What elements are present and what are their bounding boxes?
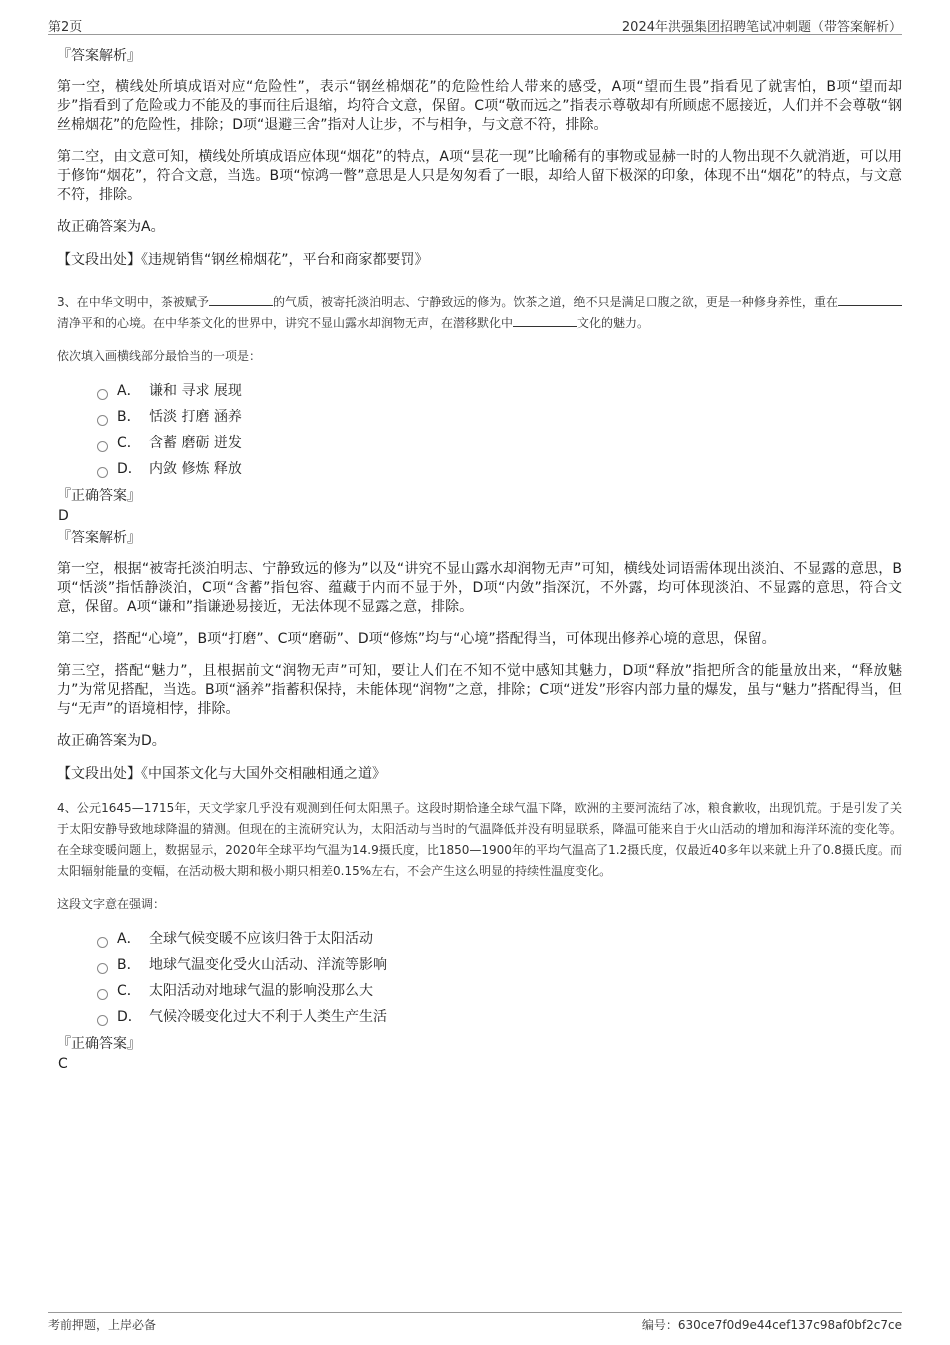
q3-prompt: 依次填入画横线部分最恰当的一项是：: [57, 349, 262, 363]
q4-options: [97, 926, 902, 1030]
page-header: [48, 14, 902, 35]
q4-question-text: 4、公元1645—1715年，天文学家几乎没有观测到任何太阳黑子。这段时期恰逢全球气温下降，欧洲的主要河流结了冰，粮食歉收，出现饥荒。于是引发了关于太阳安静导致地球降温的猜测。但现在的主流研究认为，太阳活动与当时的气温降低并没有明显联系，降温可能来自于火山活动的增加和海洋环流的变化等。在全球变暖问题上，数据显示，2020年全球平均气温为14.9摄氏度，比1850—1900年的平均气温高了1.2摄氏度，仅最近40多年以来就上升了0.8摄氏度。而太阳辐射能量的变幅，在活动极大期和极小期只相差0.15%左右，不会产生这么明显的持续性温度变化。: [57, 801, 902, 878]
page-footer: [48, 1312, 902, 1335]
radio-icon[interactable]: [97, 963, 108, 974]
q3-conclusion: 故正确答案为D。: [57, 733, 166, 749]
q4-option-d[interactable]: D． 气候冷暖变化过大不利于人类生产生活: [97, 1004, 902, 1030]
q3-option-d[interactable]: D． 内敛 修炼 释放: [97, 456, 902, 482]
q3-blank-2: [838, 293, 902, 306]
q4-option-c[interactable]: C． 太阳活动对地球气温的影响没那么大: [97, 978, 902, 1004]
q2-analysis-para-2: 第二空，由文意可知，横线处所填成语应体现“烟花”的特点，A项“昙花一现”比喻稀有的事物或显赫一时的人物出现不久就消逝，可以用于修饰“烟花”，符合文意，当选。B项“惊鸿一瞥”意思是人只是匆匆看了一眼，却给人留下极深的印象，体现不出“烟花”的特点，与文意不符，排除。: [57, 149, 902, 203]
q3-blank-3: [513, 314, 577, 327]
q3-analysis-para-1: 第一空，根据“被寄托淡泊明志、宁静致远的修为”以及“讲究不显山露水却润物无声”可知，横线处词语需体现出淡泊、不显露的意思，B项“恬淡”指恬静淡泊，C项“含蓄”指包容、蕴藏于内而不显于外，D项“内敛”指深沉，不外露，均可体现淡泊、不显露的意思，符合文意，保留。A项“谦和”指谦逊易接近，无法体现不显露之意，排除。: [57, 561, 902, 615]
radio-icon[interactable]: [97, 989, 108, 1000]
q3-analysis-para-3: 第三空，搭配“魅力”，且根据前文“润物无声”可知，要让人们在不知不觉中感知其魅力，D项“释放”指把所含的能量放出来，“释放魅力”为常见搭配，当选。B项“涵养”指蓄积保持，未能体现“润物”之意，排除；C项“迸发”形容内部力量的爆发，虽与“魅力”搭配得当，但与“无声”的语境相悖，排除。: [57, 663, 902, 717]
q4-option-b[interactable]: B． 地球气温变化受火山活动、洋流等影响: [97, 952, 902, 978]
q3-answer: D: [58, 508, 69, 524]
radio-icon[interactable]: [97, 937, 108, 948]
page-content: [57, 46, 902, 1074]
q3-analysis-label: 『答案解析』: [57, 530, 141, 546]
q3-option-c[interactable]: C． 含蓄 磨砺 迸发: [97, 430, 902, 456]
radio-icon[interactable]: [97, 389, 108, 400]
footer-slogan: 考前押题，上岸必备: [48, 1318, 157, 1332]
page-number: 第2页: [48, 20, 83, 35]
q2-analysis-label: 『答案解析』: [57, 48, 141, 64]
q2-analysis-para-1: 第一空，横线处所填成语对应“危险性”，表示“钢丝棉烟花”的危险性给人带来的感受，A项“望而生畏”指看见了就害怕，B项“望而却步”指看到了危险或力不能及的事而往后退缩，均符合文意，保留。C项“敬而远之”指表示尊敬却有所顾虑不愿接近，人们并不会尊敬“钢丝棉烟花”的危险性，排除；D项“退避三舍”指对人让步，不与相争，与文意不符，排除。: [57, 79, 902, 133]
radio-icon[interactable]: [97, 441, 108, 452]
radio-icon[interactable]: [97, 415, 108, 426]
q3-option-a[interactable]: A． 谦和 寻求 展现: [97, 378, 902, 404]
q3-source: 【文段出处】《中国茶文化与大国外交相融相通之道》: [57, 766, 386, 782]
q2-source: 【文段出处】《违规销售“钢丝棉烟花”，平台和商家都要罚》: [57, 252, 429, 268]
q3-option-b[interactable]: B． 恬淡 打磨 涵养: [97, 404, 902, 430]
q2-conclusion: 故正确答案为A。: [57, 219, 165, 235]
q4-answer: C: [58, 1056, 68, 1072]
radio-icon[interactable]: [97, 467, 108, 478]
q4-option-a[interactable]: A． 全球气候变暖不应该归咎于太阳活动: [97, 926, 902, 952]
q3-options: [97, 378, 902, 482]
q3-answer-label: 『正确答案』: [57, 488, 141, 504]
q3-blank-1: [209, 293, 273, 306]
radio-icon[interactable]: [97, 1015, 108, 1026]
q4-prompt: 这段文字意在强调：: [57, 897, 166, 911]
q3-analysis-para-2: 第二空，搭配“心境”，B项“打磨”、C项“磨砺”、D项“修炼”均与“心境”搭配得当，可体现出修养心境的意思，保留。: [57, 631, 776, 647]
document-title: 2024年洪强集团招聘笔试冲刺题（带答案解析）: [621, 20, 902, 35]
q3-question-text: 3、在中华文明中，茶被赋予 的气质，被寄托淡泊明志、宁静致远的修为。饮茶之道，绝不只是满足口腹之欲，更是一种修身养性，重在清净平和的心境。在中华茶文化的世界中，讲究不显山露水却润物无声，在潜移默化中 文化的魅力。: [57, 292, 902, 334]
document-id: 编号：630ce7f0d9e44cef137c98af0bf2c7ce: [641, 1318, 902, 1332]
q4-answer-label: 『正确答案』: [57, 1036, 141, 1052]
